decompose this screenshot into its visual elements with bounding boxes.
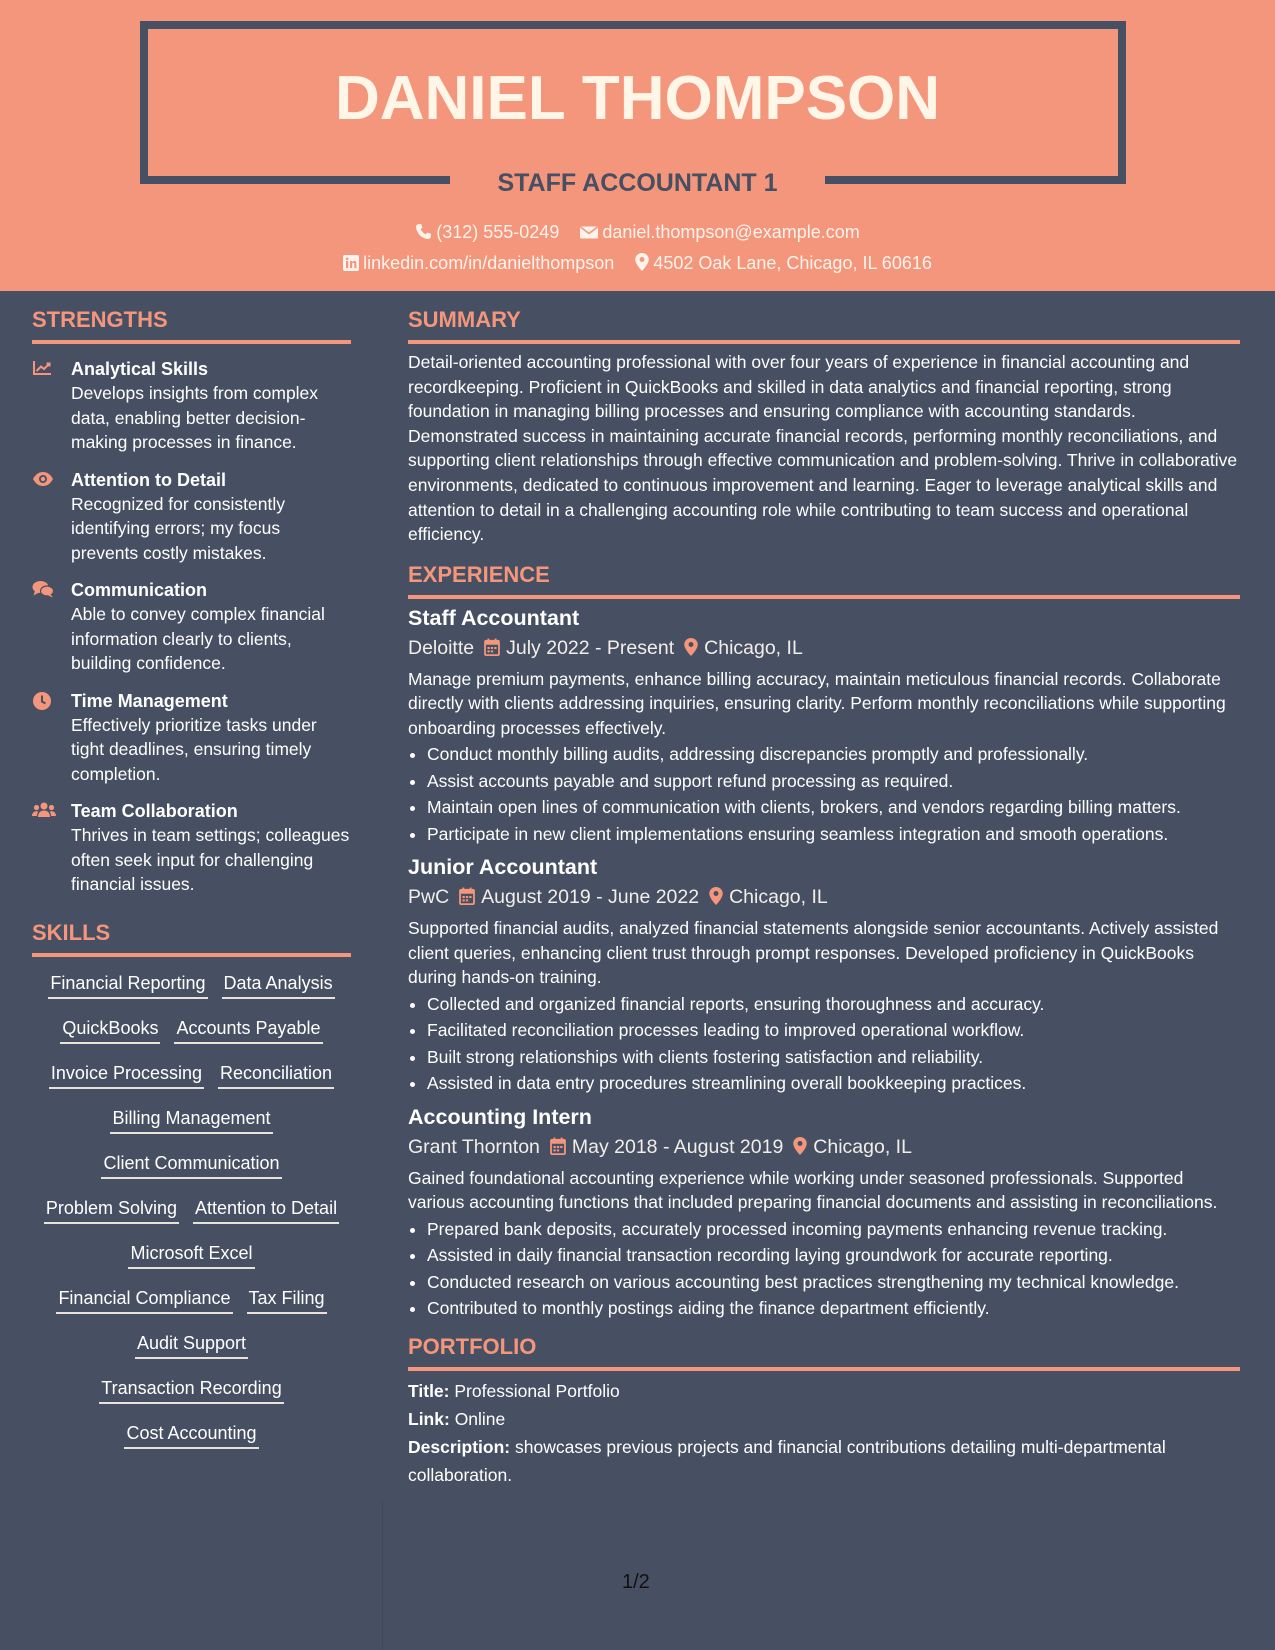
linkedin-item xyxy=(343,251,614,275)
right-column xyxy=(408,300,1240,1489)
strength-desc: Recognized for consistently identifying errors; my focus prevents costly mistakes. xyxy=(71,493,285,563)
skill-tag: Reconciliation xyxy=(218,1061,334,1089)
strength-item xyxy=(32,468,351,566)
job-meta xyxy=(408,882,1240,912)
bullet-item: • Maintain open lines of communication with clients, brokers, and vendors regarding billing matters. xyxy=(427,795,1240,820)
job-bullets xyxy=(408,742,1240,846)
email-link[interactable]: daniel.thompson@example.com xyxy=(602,222,860,242)
job-meta xyxy=(408,633,1240,663)
bullet-item: • Conducted research on various accounting best practices strengthening my technical knowledge. xyxy=(427,1270,1240,1295)
skill-row xyxy=(32,1327,351,1372)
job-bullets xyxy=(408,992,1240,1096)
bullet-item: • Conduct monthly billing audits, addressing discrepancies promptly and professionally. xyxy=(427,742,1240,767)
strength-title: Communication xyxy=(71,580,208,600)
skill-row xyxy=(32,967,351,1012)
skill-row xyxy=(32,1102,351,1147)
map-marker-icon xyxy=(793,1137,807,1155)
skill-row xyxy=(32,1417,351,1462)
bullet-item: • Contributed to monthly postings aiding the finance department efficiently. xyxy=(427,1296,1240,1321)
phone-text[interactable]: (312) 555-0249 xyxy=(436,222,560,242)
company-name: Grant Thornton xyxy=(408,1135,540,1158)
skill-tag: Tax Filing xyxy=(247,1286,327,1314)
strength-title: Analytical Skills xyxy=(71,359,209,379)
skill-tag: QuickBooks xyxy=(60,1016,160,1044)
skill-row xyxy=(32,1147,351,1192)
job-meta xyxy=(408,1132,1240,1162)
bullet-item: • Built strong relationships with clients fostering satisfaction and reliability. xyxy=(427,1045,1240,1070)
address-text: 4502 Oak Lane, Chicago, IL 60616 xyxy=(653,253,932,273)
job-desc: Manage premium payments, enhance billing accuracy, maintain meticulous financial records. Collaborate directly with clients addressing inquiries, ensuring clarity. Perform monthly reconciliations while supporting onboarding processes effectively. xyxy=(408,668,1226,738)
calendar-icon xyxy=(484,638,500,656)
calendar-icon xyxy=(550,1137,566,1155)
skill-row xyxy=(32,1012,351,1057)
summary-heading: SUMMARY xyxy=(408,300,1240,344)
skill-tag: Transaction Recording xyxy=(99,1376,283,1404)
skill-tag: Invoice Processing xyxy=(49,1061,204,1089)
portfolio-title-line xyxy=(408,1377,1240,1405)
job-desc: Supported financial audits, analyzed financial statements alongside senior accountants. Actively assisted client queries, enhancing client trust through prompt responses. Developed proficiency in QuickBooks during hands-on training. xyxy=(408,918,1219,988)
company-name: PwC xyxy=(408,886,450,909)
skill-tag: Billing Management xyxy=(110,1106,272,1134)
phone-icon xyxy=(415,223,432,240)
job-location: Chicago, IL xyxy=(813,1135,912,1158)
job-entry xyxy=(408,603,1240,847)
address-item xyxy=(635,251,932,275)
column-divider xyxy=(382,1500,383,1650)
strength-desc: Effectively prioritize tasks under tight deadlines, ensuring timely completion. xyxy=(71,714,317,784)
skill-tag: Problem Solving xyxy=(44,1196,179,1224)
job-bullets xyxy=(408,1217,1240,1321)
strength-desc: Develops insights from complex data, enabling better decision-making processes in finance. xyxy=(71,383,319,452)
page-number: 1/2 xyxy=(622,1571,650,1593)
bullet-item: • Assist accounts payable and support refund processing as required. xyxy=(427,769,1240,794)
bullet-item: • Assisted in daily financial transaction recording laying groundwork for accurate reporting. xyxy=(427,1243,1240,1268)
skill-tag: Microsoft Excel xyxy=(128,1241,254,1269)
skill-tag: Attention to Detail xyxy=(193,1196,339,1224)
portfolio-link[interactable]: Online xyxy=(454,1408,506,1429)
summary-text: Detail-oriented accounting professional with over four years of experience in financial accounting and recordkeeping. Proficient in QuickBooks and skilled in data analytics and financial reporting, strong foundation in managing billing processes and ensuring compliance with accounting standards. Demonstrated success in maintaining accurate financial records, performing monthly reconciliations, and supporting client relationships through effective communication and problem-solving. Thrive in collaborative environments, dedicated to continuous improvement and learning. Eager to leverage analytical skills and attention to detail in a challenging accounting role while contributing to team success and operational efficiency. xyxy=(408,352,1238,545)
chart-line-icon xyxy=(32,359,52,382)
bullet-item: • Collected and organized financial reports, ensuring thoroughness and accuracy. xyxy=(427,992,1240,1017)
job-desc: Gained foundational accounting experience while working under seasoned professionals. Supported various accounting functions that included preparing financial documents and assisting in reconciliations. xyxy=(408,1167,1218,1213)
skills-list xyxy=(32,957,351,1462)
contact-row-1 xyxy=(0,220,1275,244)
bullet-item: • Participate in new client implementations ensuring seamless integration and smooth operations. xyxy=(427,822,1240,847)
skill-tag: Accounts Payable xyxy=(174,1016,322,1044)
job-location: Chicago, IL xyxy=(729,886,828,909)
bullet-item: • Facilitated reconciliation processes leading to improved operational workflow. xyxy=(427,1018,1240,1043)
job-entry xyxy=(408,1102,1240,1321)
job-title: Staff Accountant xyxy=(408,605,580,630)
skill-tag: Financial Compliance xyxy=(56,1286,232,1314)
skill-tag: Cost Accounting xyxy=(124,1421,258,1449)
portfolio-desc-label: Description: xyxy=(408,1436,511,1457)
skill-row xyxy=(32,1282,351,1327)
job-dates: May 2018 - August 2019 xyxy=(571,1135,784,1158)
strength-item xyxy=(32,689,351,787)
calendar-icon xyxy=(459,887,475,905)
eye-icon xyxy=(32,470,54,493)
skill-row xyxy=(32,1192,351,1237)
map-marker-icon xyxy=(635,253,649,271)
strength-item xyxy=(32,357,351,455)
strength-title: Team Collaboration xyxy=(71,801,238,821)
strength-desc: Thrives in team settings; colleagues often seek input for challenging financial issues. xyxy=(71,825,350,894)
contact-row-2 xyxy=(0,251,1275,275)
bullet-item: • Assisted in data entry procedures streamlining overall bookkeeping practices. xyxy=(427,1071,1240,1096)
skill-row xyxy=(32,1237,351,1282)
email-item xyxy=(580,220,859,244)
strength-item xyxy=(32,578,351,676)
strength-title: Attention to Detail xyxy=(71,469,226,490)
clock-icon xyxy=(32,691,52,716)
comments-icon xyxy=(32,580,54,603)
linkedin-icon xyxy=(343,255,359,271)
portfolio-desc-line xyxy=(408,1433,1240,1489)
candidate-name: DANIEL THOMPSON xyxy=(334,64,941,133)
strength-title: Time Management xyxy=(71,690,228,711)
resume-header xyxy=(0,0,1275,291)
bullet-item: • Prepared bank deposits, accurately processed incoming payments enhancing revenue tracking. xyxy=(427,1217,1240,1242)
portfolio-desc-value: showcases previous projects and financial contributions detailing multi-departmental collaboration. xyxy=(408,1436,1166,1485)
job-dates: August 2019 - June 2022 xyxy=(481,886,700,909)
linkedin-link[interactable]: linkedin.com/in/danielthompson xyxy=(363,253,615,273)
experience-heading: EXPERIENCE xyxy=(408,555,1240,599)
strength-item xyxy=(32,799,351,897)
map-marker-icon xyxy=(709,887,723,905)
skill-row xyxy=(32,1372,351,1417)
skills-heading: SKILLS xyxy=(32,913,351,957)
users-icon xyxy=(32,801,56,824)
portfolio-block xyxy=(408,1377,1240,1489)
job-location: Chicago, IL xyxy=(704,636,803,659)
skill-row xyxy=(32,1057,351,1102)
job-entry xyxy=(408,852,1240,1096)
portfolio-title-value: Professional Portfolio xyxy=(454,1380,620,1401)
skill-tag: Audit Support xyxy=(135,1331,248,1359)
job-title: Junior Accountant xyxy=(408,855,598,880)
left-column xyxy=(32,300,351,1462)
skill-tag: Financial Reporting xyxy=(48,971,207,999)
strength-desc: Able to convey complex financial information clearly to clients, building confidence. xyxy=(71,604,325,673)
portfolio-link-label: Link: xyxy=(408,1408,450,1429)
map-marker-icon xyxy=(684,638,698,656)
skill-tag: Client Communication xyxy=(101,1151,281,1179)
envelope-icon xyxy=(580,225,598,240)
portfolio-title-label: Title: xyxy=(408,1380,450,1401)
skill-tag: Data Analysis xyxy=(222,971,335,999)
job-title-heading: STAFF ACCOUNTANT 1 xyxy=(497,169,778,197)
strengths-heading: STRENGTHS xyxy=(32,300,351,344)
company-name: Deloitte xyxy=(408,636,475,659)
job-title: Accounting Intern xyxy=(408,1104,592,1129)
portfolio-heading: PORTFOLIO xyxy=(408,1327,1240,1371)
portfolio-link-line xyxy=(408,1405,1240,1433)
phone-item xyxy=(415,220,559,244)
job-dates: July 2022 - Present xyxy=(506,636,675,659)
